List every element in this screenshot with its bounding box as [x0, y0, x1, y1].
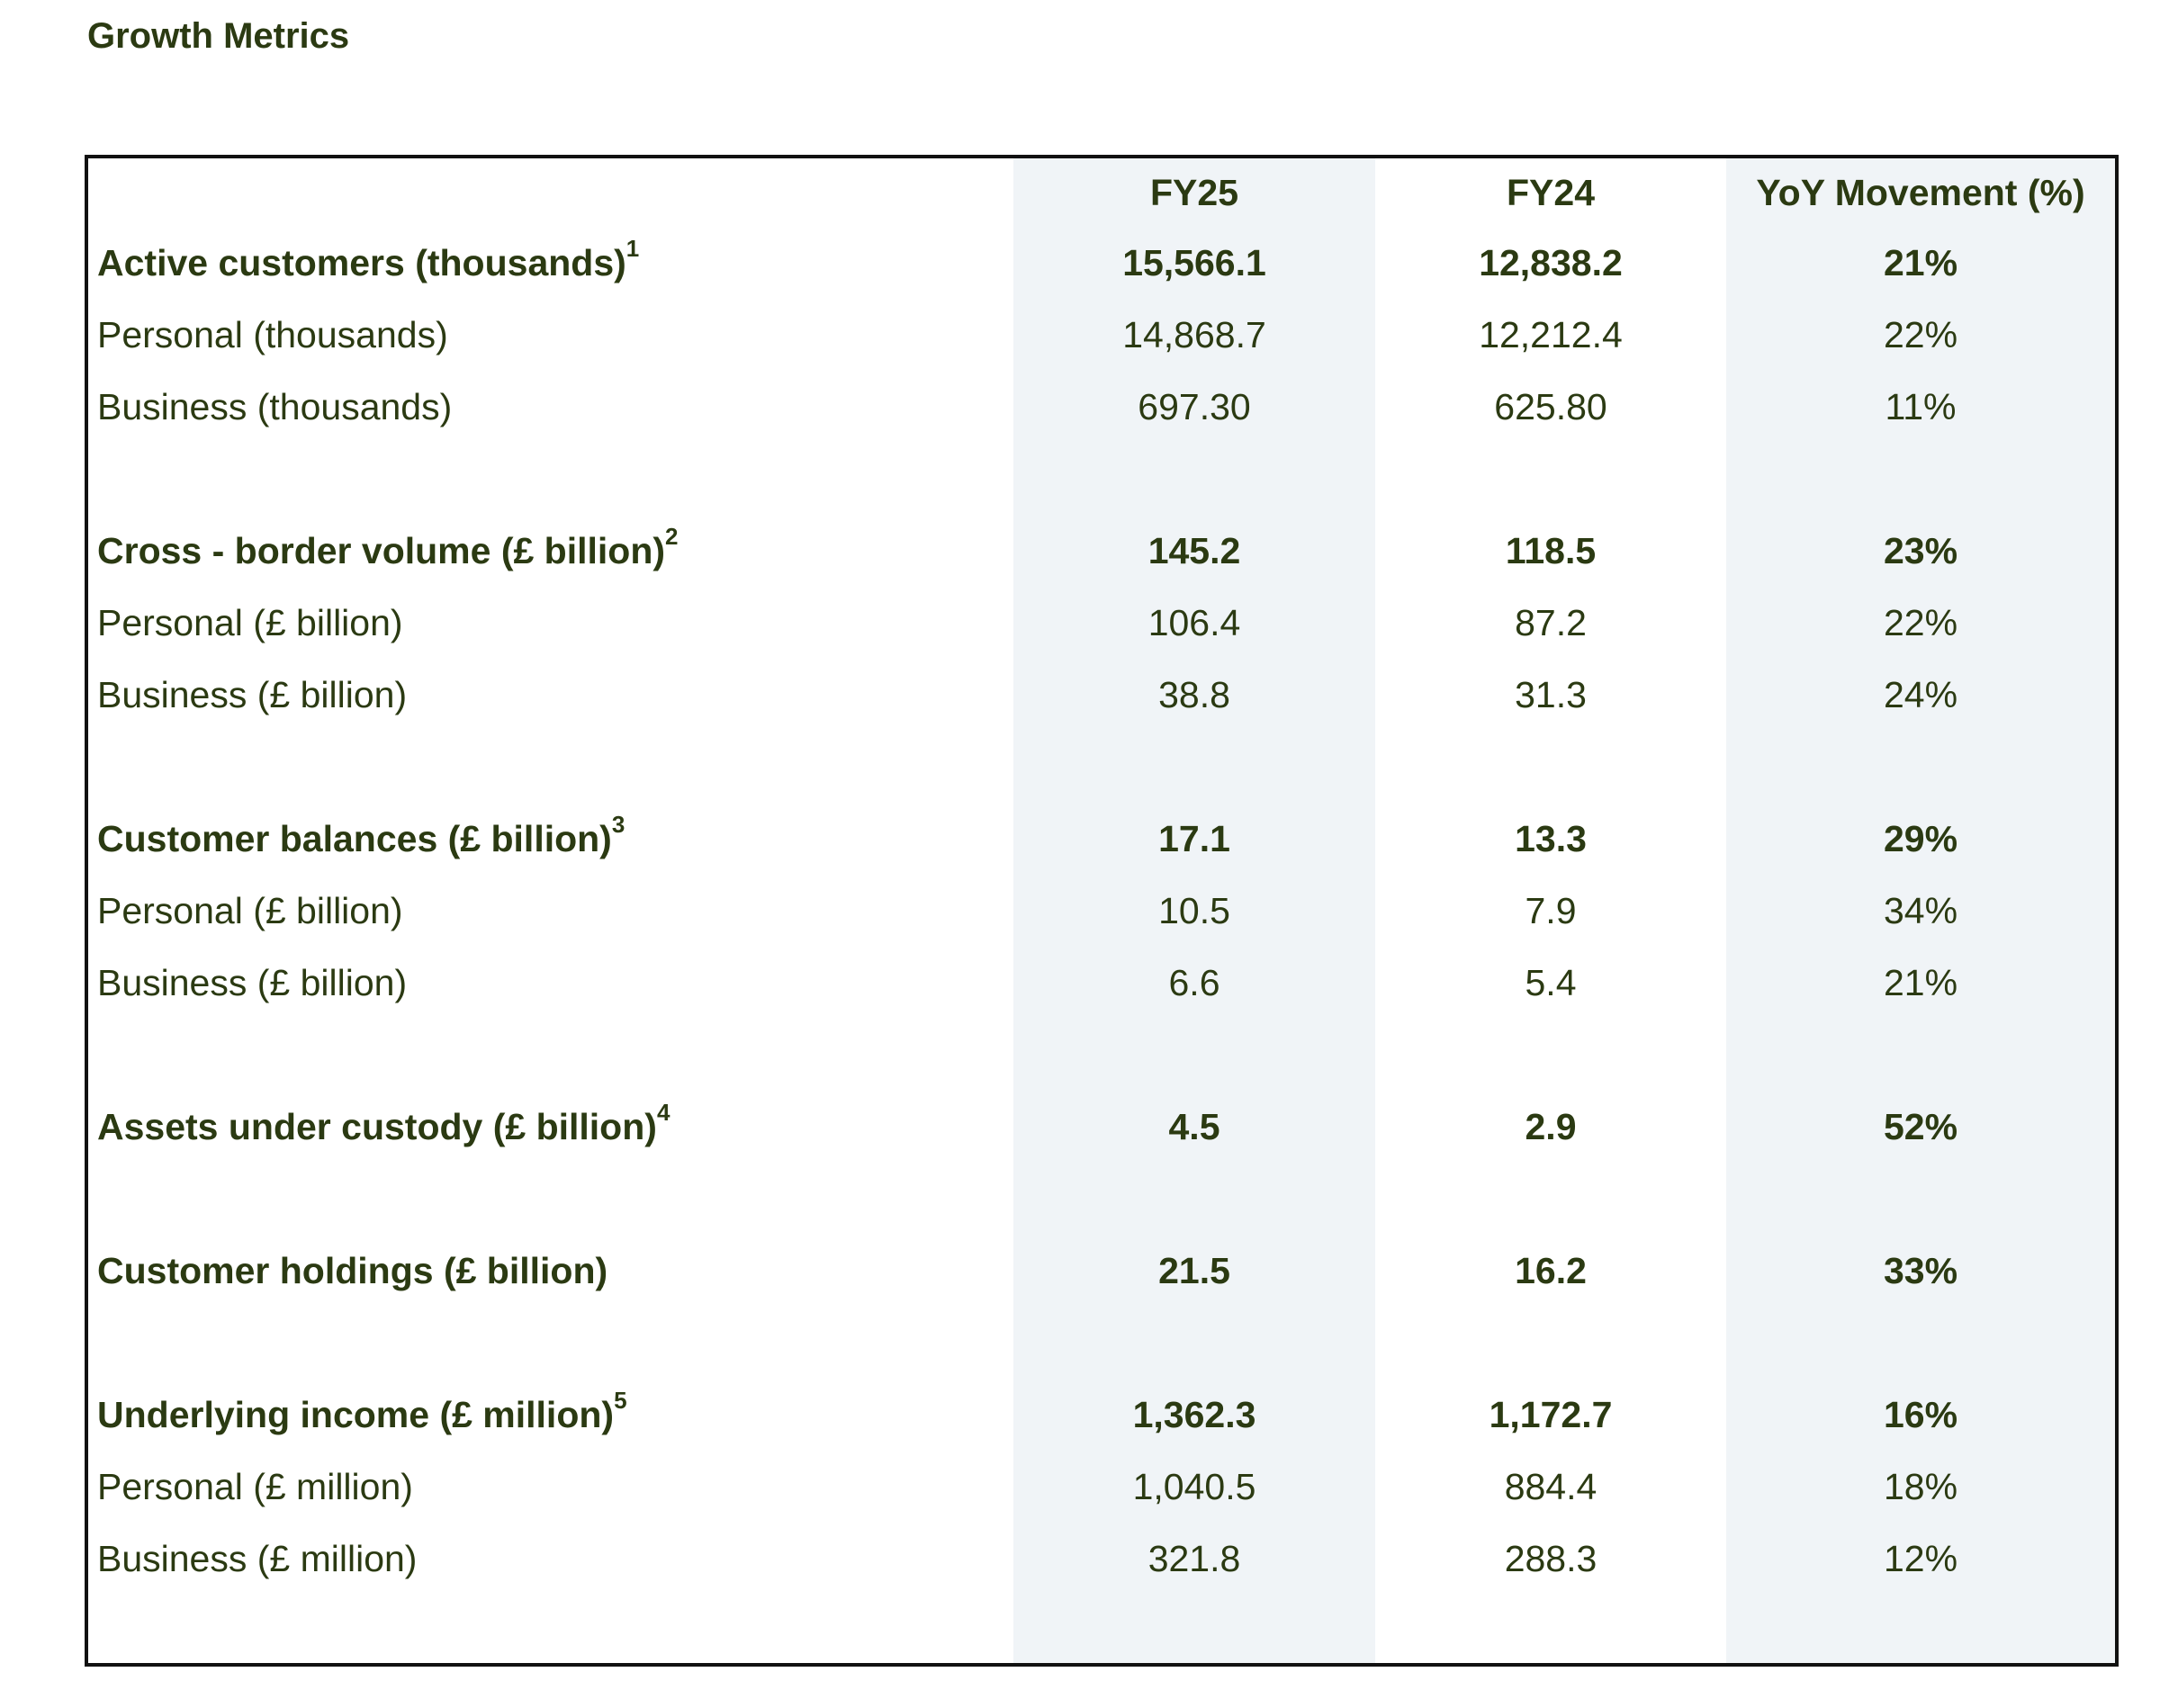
footnote-marker: 5 [614, 1387, 627, 1415]
sub-row-personal [88, 875, 2115, 947]
yoy-value: 18% [1883, 1466, 1958, 1507]
fy25-value: 21.5 [1158, 1250, 1230, 1291]
fy24-value: 13.3 [1515, 818, 1587, 859]
metric-row-customer-balances [88, 803, 2115, 875]
fy25-value: 1,362.3 [1132, 1394, 1256, 1435]
fy24-value: 12,838.2 [1479, 242, 1623, 283]
sub-row-personal [88, 1451, 2115, 1523]
row-label [88, 803, 1013, 875]
row-label [88, 227, 1013, 299]
fy24-value: 12,212.4 [1479, 314, 1623, 355]
yoy-value: 34% [1883, 890, 1958, 931]
metric-row-assets-under-custody [88, 1091, 2115, 1163]
fy25-value: 697.30 [1138, 386, 1251, 427]
yoy-value: 12% [1883, 1538, 1958, 1579]
fy24-value: 1,172.7 [1489, 1394, 1613, 1435]
fy25-value: 321.8 [1148, 1538, 1241, 1579]
row-label: Business (£ billion) [97, 674, 408, 715]
yoy-value: 24% [1883, 674, 1958, 715]
fy24-value: 288.3 [1504, 1538, 1598, 1579]
row-label-text: Active customers (thousands) [97, 242, 626, 283]
header-fy25: FY25 [1150, 172, 1238, 213]
spacer-row [88, 731, 2115, 803]
row-label [88, 1091, 1013, 1163]
metric-row-active-customers [88, 227, 2115, 299]
fy25-value: 17.1 [1158, 818, 1230, 859]
header-label [88, 158, 1013, 227]
fy24-value: 87.2 [1515, 602, 1587, 643]
yoy-value: 21% [1883, 962, 1958, 1003]
row-label-text: Underlying income (£ million) [97, 1394, 615, 1435]
footnote-marker: 1 [626, 235, 640, 263]
row-label: Personal (£ billion) [97, 890, 403, 931]
fy25-value: 145.2 [1148, 530, 1241, 571]
fy24-value: 31.3 [1515, 674, 1587, 715]
row-label: Personal (£ million) [97, 1466, 413, 1507]
row-label: Business (£ billion) [97, 962, 408, 1003]
fy24-value: 16.2 [1515, 1250, 1587, 1291]
row-label-text: Customer holdings (£ billion) [97, 1250, 608, 1291]
fy25-value: 38.8 [1158, 674, 1230, 715]
fy25-value: 106.4 [1148, 602, 1241, 643]
row-label: Personal (£ billion) [97, 602, 403, 643]
metric-row-cross-border-volume [88, 515, 2115, 587]
row-label-text: Customer balances (£ billion) [97, 818, 612, 859]
metric-row-underlying-income [88, 1379, 2115, 1451]
fy24-value: 118.5 [1505, 530, 1597, 571]
row-label [88, 515, 1013, 587]
page-title: Growth Metrics [87, 16, 350, 56]
footnote-marker: 4 [656, 1099, 670, 1127]
spacer-row [88, 1307, 2115, 1379]
sub-row-business [88, 659, 2115, 731]
fy24-value: 625.80 [1494, 386, 1607, 427]
fy24-value: 2.9 [1525, 1106, 1577, 1147]
growth-metrics-table [88, 158, 2115, 1595]
sub-row-business [88, 1523, 2115, 1595]
row-label: Business (thousands) [97, 386, 453, 427]
yoy-value: 23% [1883, 530, 1958, 571]
footnote-marker: 3 [611, 811, 626, 839]
fy25-value: 10.5 [1158, 890, 1230, 931]
fy24-value: 5.4 [1525, 962, 1577, 1003]
spacer-row [88, 1019, 2115, 1091]
sub-row-personal [88, 587, 2115, 659]
yoy-value: 29% [1883, 818, 1958, 859]
yoy-value: 11% [1885, 386, 1957, 427]
fy25-value: 1,040.5 [1132, 1466, 1256, 1507]
fy24-value: 884.4 [1504, 1466, 1598, 1507]
sub-row-personal [88, 299, 2115, 371]
row-label [88, 1379, 1013, 1451]
row-label-text: Cross - border volume (£ billion) [97, 530, 666, 571]
header-row [88, 158, 2115, 227]
header-yoy: YoY Movement (%) [1756, 172, 2085, 213]
spacer-row [88, 443, 2115, 515]
fy25-value: 14,868.7 [1122, 314, 1266, 355]
yoy-value: 52% [1883, 1106, 1958, 1147]
row-label: Business (£ million) [97, 1538, 418, 1579]
yoy-value: 33% [1883, 1250, 1958, 1291]
growth-metrics-table-frame [85, 155, 2119, 1667]
yoy-value: 22% [1883, 314, 1958, 355]
fy25-value: 4.5 [1168, 1106, 1220, 1147]
footnote-marker: 2 [665, 523, 679, 551]
yoy-value: 22% [1883, 602, 1958, 643]
row-label: Personal (thousands) [97, 314, 448, 355]
sub-row-business [88, 371, 2115, 443]
fy25-value: 6.6 [1168, 962, 1220, 1003]
yoy-value: 16% [1883, 1394, 1958, 1435]
fy25-value: 15,566.1 [1122, 242, 1266, 283]
header-fy24: FY24 [1507, 172, 1595, 213]
sub-row-business [88, 947, 2115, 1019]
fy24-value: 7.9 [1525, 890, 1577, 931]
row-label-text: Assets under custody (£ billion) [97, 1106, 657, 1147]
yoy-value: 21% [1883, 242, 1958, 283]
row-label [88, 1235, 1013, 1307]
metric-row-customer-holdings [88, 1235, 2115, 1307]
spacer-row [88, 1163, 2115, 1235]
